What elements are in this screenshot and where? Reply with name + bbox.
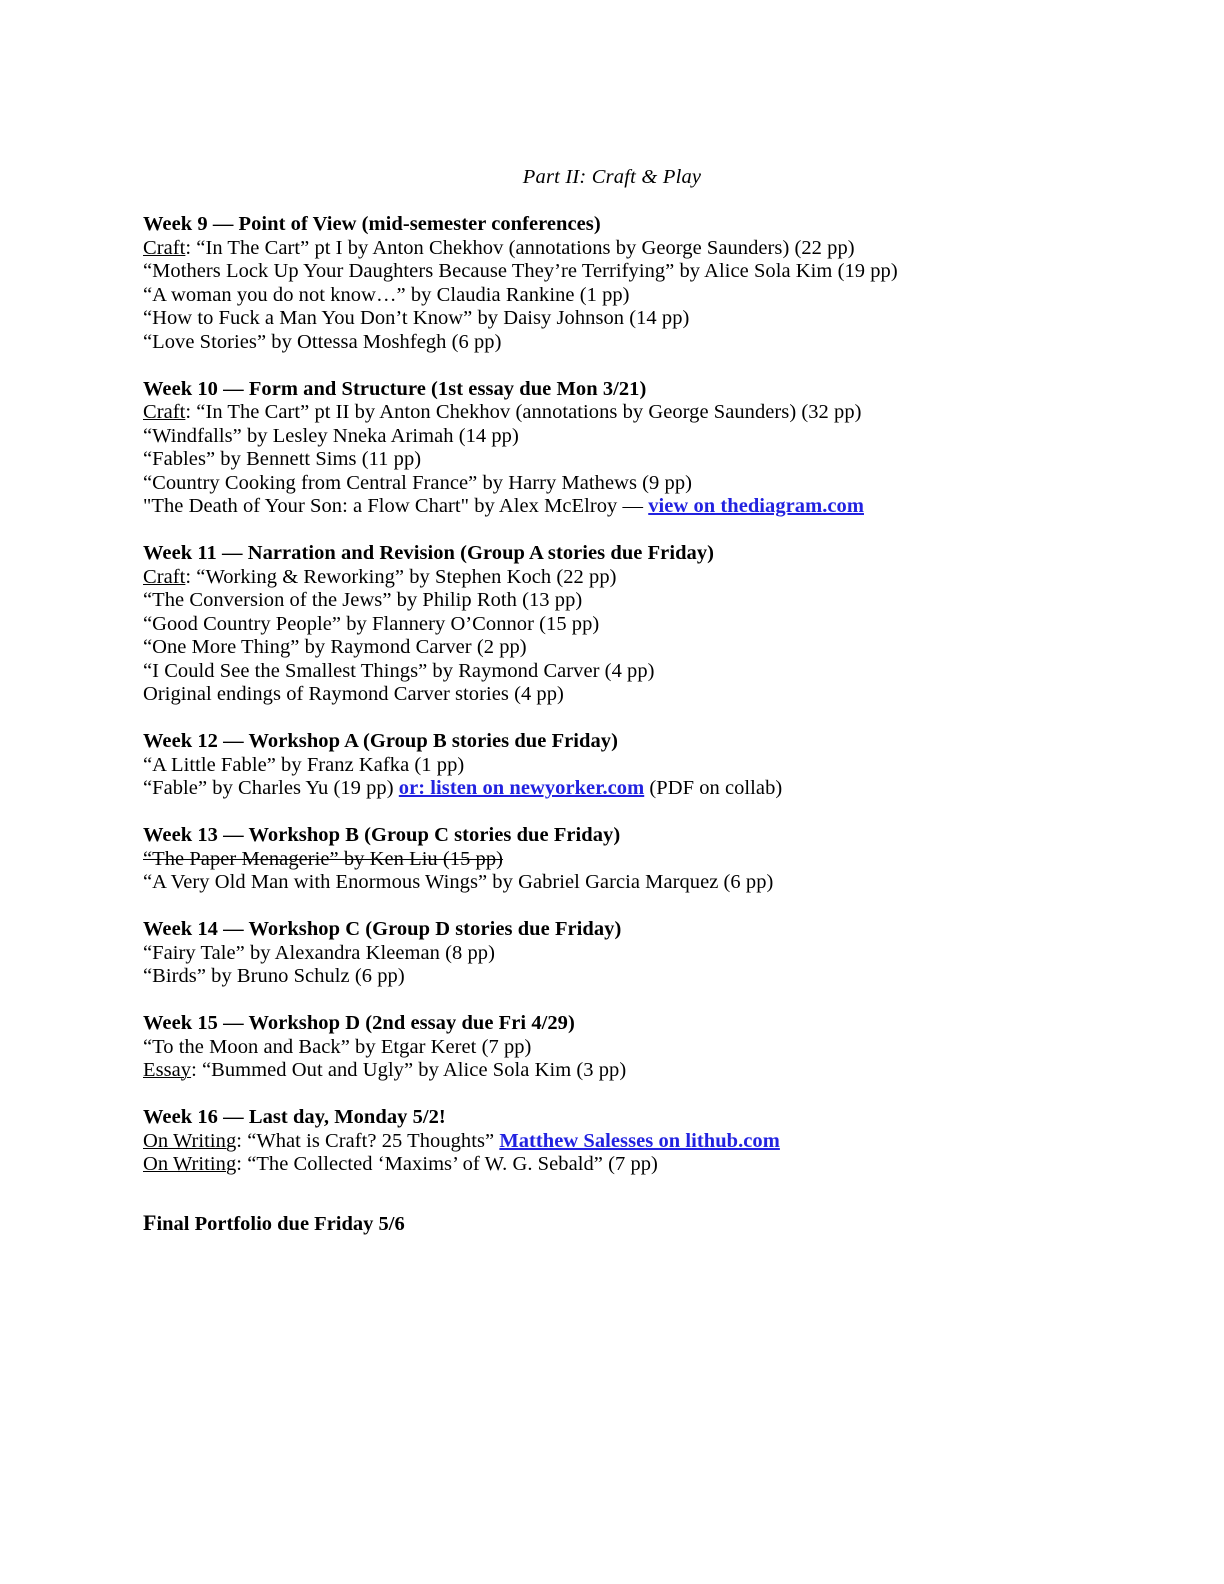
reading-title: “Mothers Lock Up Your Daughters Because They’re Terrifying” by Alice Sola Kim (19 pp) — [143, 260, 898, 282]
reading-title: “Bummed Out and Ugly” by Alice Sola Kim (3 pp) — [202, 1059, 627, 1081]
external-link[interactable]: Matthew Salesses on lithub.com — [499, 1129, 780, 1152]
reading-line — [143, 307, 1043, 331]
reading-line — [143, 495, 1043, 519]
line-prefix: Craft — [143, 565, 186, 588]
reading-title: “I Could See the Smallest Things” by Raymond Carver (4 pp) — [143, 659, 655, 682]
reading-line — [143, 613, 1043, 637]
reading-line — [143, 284, 1043, 308]
reading-title-struck: “The Paper Menagerie” by Ken Liu (15 pp) — [143, 847, 504, 870]
reading-line — [143, 448, 1043, 472]
reading-line — [143, 871, 1043, 895]
reading-title: “A Very Old Man with Enormous Wings” by Gabriel Garcia Marquez (6 pp) — [143, 871, 774, 893]
line-prefix-separator: : — [236, 1153, 248, 1175]
syllabus-body — [143, 213, 1043, 1177]
week-heading: Week 13 — Workshop B (Group C stories due Friday) — [143, 824, 621, 846]
reading-title: “Love Stories” by Ottessa Moshfegh (6 pp) — [143, 330, 502, 353]
reading-title: “To the Moon and Back” by Etgar Keret (7 pp) — [143, 1035, 532, 1058]
week-group — [143, 542, 1043, 707]
final-portfolio-note — [143, 1211, 405, 1237]
reading-title: “How to Fuck a Man You Don’t Know” by Daisy Johnson (14 pp) — [143, 307, 690, 329]
final-portfolio-text: inal Portfolio due Friday 5/6 — [156, 1213, 405, 1235]
external-link[interactable]: view on thediagram.com — [648, 495, 864, 517]
reading-line — [143, 1059, 1043, 1083]
reading-title: “Windfalls” by Lesley Nneka Arimah (14 pp) — [143, 424, 519, 447]
line-prefix: On Writing — [143, 1129, 237, 1152]
week-group — [143, 730, 1043, 801]
reading-title: “What is Craft? 25 Thoughts” — [247, 1129, 500, 1152]
line-prefix: Craft — [143, 401, 186, 423]
week-group — [143, 1106, 1043, 1177]
reading-title: “One More Thing” by Raymond Carver (2 pp) — [143, 636, 527, 658]
reading-title: “Birds” by Bruno Schulz (6 pp) — [143, 965, 405, 987]
reading-title: “Good Country People” by Flannery O’Connor (15 pp) — [143, 612, 600, 635]
reading-line — [143, 566, 1043, 590]
week-heading: Week 14 — Workshop C (Group D stories due Friday) — [143, 918, 622, 940]
reading-title: “In The Cart” pt I by Anton Chekhov (annotations by George Saunders) (22 pp) — [196, 236, 855, 259]
week-heading: Week 10 — Form and Structure (1st essay due Mon 3/21) — [143, 377, 647, 400]
external-link[interactable]: or: listen on newyorker.com — [398, 777, 645, 799]
reading-line — [143, 1130, 1043, 1154]
reading-line — [143, 260, 1043, 284]
reading-line — [143, 965, 1043, 989]
reading-title: “Working & Reworking” by Stephen Koch (22 pp) — [196, 565, 617, 588]
reading-line — [143, 425, 1043, 449]
reading-title: “Fairy Tale” by Alexandra Kleeman (8 pp) — [143, 941, 495, 964]
reading-line — [143, 683, 1043, 707]
reading-line — [143, 1036, 1043, 1060]
reading-line — [143, 660, 1043, 684]
reading-suffix: (PDF on collab) — [644, 777, 783, 799]
reading-line — [143, 777, 1043, 801]
reading-line — [143, 401, 1043, 425]
line-prefix-separator: : — [191, 1059, 202, 1081]
week-group — [143, 824, 1043, 895]
week-heading: Week 15 — Workshop D (2nd essay due Fri 4/29) — [143, 1012, 575, 1034]
week-heading: Week 12 — Workshop A (Group B stories due Friday) — [143, 730, 618, 752]
reading-line — [143, 331, 1043, 355]
line-prefix-separator: : — [185, 565, 197, 588]
line-prefix-separator: : — [185, 401, 197, 423]
week-group — [143, 378, 1043, 519]
reading-line — [143, 942, 1043, 966]
reading-title: “In The Cart” pt II by Anton Chekhov (annotations by George Saunders) (32 pp) — [196, 401, 862, 423]
reading-title: “Country Cooking from Central France” by Harry Mathews (9 pp) — [143, 471, 693, 494]
final-portfolio-initial: F — [143, 1210, 157, 1235]
reading-line — [143, 848, 1043, 872]
line-prefix-separator: : — [185, 236, 197, 259]
week-group — [143, 1012, 1043, 1083]
week-group — [143, 918, 1043, 989]
week-heading: Week 11 — Narration and Revision (Group A stories due Friday) — [143, 542, 715, 564]
reading-line — [143, 589, 1043, 613]
week-group — [143, 213, 1043, 354]
reading-title: "The Death of Your Son: a Flow Chart" by Alex McElroy — — [143, 495, 649, 517]
reading-line — [143, 237, 1043, 261]
reading-line — [143, 636, 1043, 660]
line-prefix-separator: : — [236, 1129, 248, 1152]
line-prefix: Craft — [143, 236, 186, 259]
reading-title: “A Little Fable” by Franz Kafka (1 pp) — [143, 753, 465, 776]
reading-line — [143, 1153, 1043, 1177]
line-prefix: Essay — [143, 1059, 192, 1081]
page-title: Part II: Craft & Play — [522, 166, 702, 188]
reading-title: “Fables” by Bennett Sims (11 pp) — [143, 448, 422, 470]
reading-title: “The Collected ‘Maxims’ of W. G. Sebald” (7 pp) — [247, 1153, 658, 1175]
reading-title: Original endings of Raymond Carver stories (4 pp) — [143, 683, 564, 705]
week-heading: Week 16 — Last day, Monday 5/2! — [143, 1106, 446, 1128]
line-prefix: On Writing — [143, 1153, 237, 1175]
week-heading: Week 9 — Point of View (mid-semester conferences) — [143, 213, 601, 235]
reading-title: “Fable” by Charles Yu (19 pp) — [143, 777, 399, 799]
reading-line — [143, 472, 1043, 496]
reading-line — [143, 754, 1043, 778]
reading-title: “A woman you do not know…” by Claudia Rankine (1 pp) — [143, 283, 630, 306]
reading-title: “The Conversion of the Jews” by Philip Roth (13 pp) — [143, 589, 583, 611]
